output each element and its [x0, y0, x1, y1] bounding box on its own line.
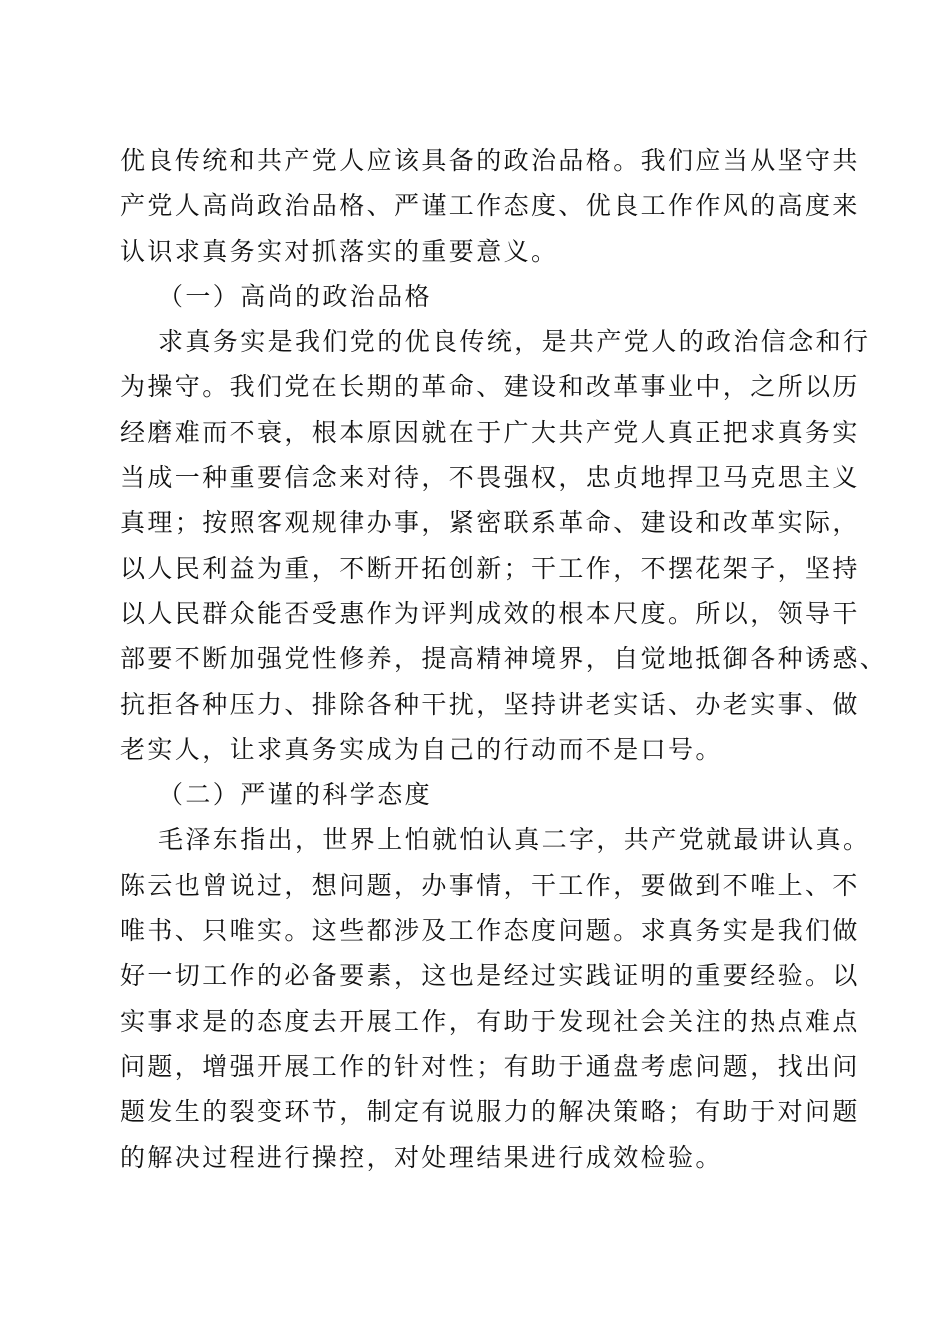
text-line: 毛泽东指出，世界上怕就怕认真二字，共产党就最讲认真。 — [158, 825, 871, 855]
text-line: 实事求是的态度去开展工作，有助于发现社会关注的热点难点 — [120, 1006, 860, 1036]
text-line: 认识求真务实对抓落实的重要意义。 — [120, 236, 559, 266]
text-line: 优良传统和共产党人应该具备的政治品格。我们应当从坚守共 — [120, 146, 860, 175]
text-line: 抗拒各种压力、排除各种干扰，坚持讲老实话、办老实事、做 — [120, 689, 860, 719]
text-line: 为操守。我们党在长期的革命、建设和改革事业中，之所以历 — [120, 372, 860, 402]
text-line: 老实人，让求真务实成为自己的行动而不是口号。 — [120, 734, 723, 764]
text-line: 的解决过程进行操控，对处理结果进行成效检验。 — [120, 1142, 723, 1172]
text-line: 当成一种重要信念来对待，不畏强权，忠贞地捍卫马克思主义 — [120, 463, 860, 493]
section-heading-1: （一）高尚的政治品格 — [158, 281, 433, 311]
text-line: 经磨难而不衰，根本原因就在于广大共产党人真正把求真务实 — [120, 417, 860, 447]
section-2-paragraph — [120, 817, 871, 1179]
text-line: 好一切工作的必备要素，这也是经过实践证明的重要经验。以 — [120, 961, 860, 991]
text-line: 问题，增强开展工作的针对性；有助于通盘考虑问题，找出问 — [120, 1051, 860, 1081]
text-line: 部要不断加强党性修养，提高精神境界，自觉地抵御各种诱惑、 — [120, 644, 888, 674]
text-line: 求真务实是我们党的优良传统，是共产党人的政治信念和行 — [158, 327, 871, 357]
text-line: 唯书、只唯实。这些都涉及工作态度问题。求真务实是我们做 — [120, 916, 860, 946]
text-line: 以人民利益为重，不断开拓创新；干工作，不摆花架子，坚持 — [120, 553, 860, 583]
text-line: 产党人高尚政治品格、严谨工作态度、优良工作作风的高度来 — [120, 191, 860, 221]
section-heading-2: （二）严谨的科学态度 — [158, 780, 433, 810]
text-line: 以人民群众能否受惠作为评判成效的根本尺度。所以，领导干 — [120, 598, 860, 628]
text-line: 题发生的裂变环节，制定有说服力的解决策略；有助于对问题 — [120, 1097, 860, 1127]
section-1-paragraph — [120, 319, 888, 772]
text-line: 陈云也曾说过，想问题，办事情，干工作，要做到不唯上、不 — [120, 870, 860, 900]
text-line: 真理；按照客观规律办事，紧密联系革命、建设和改革实际， — [120, 508, 860, 538]
intro-paragraph — [120, 138, 860, 274]
document-body — [120, 138, 888, 1180]
